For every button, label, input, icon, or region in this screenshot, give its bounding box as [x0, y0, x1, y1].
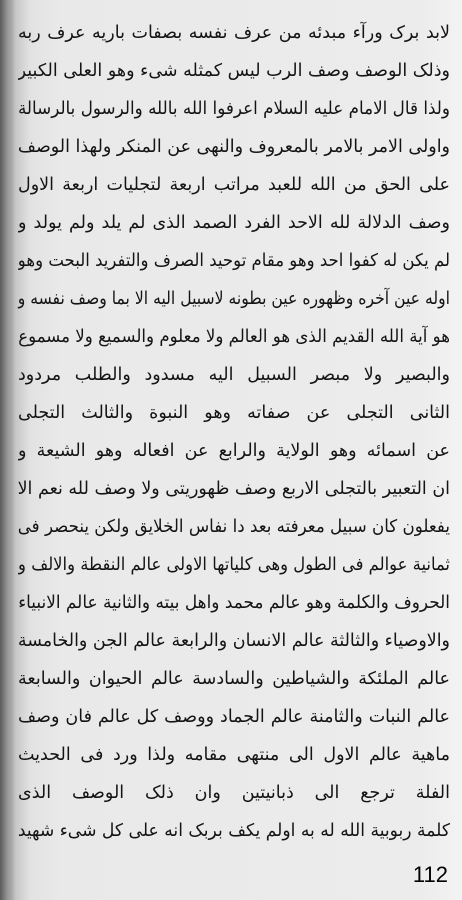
- manuscript-line: الفلة ترجع الی ذبانیتین وان ذلک الوصف الذی: [18, 783, 450, 803]
- manuscript-line: ماهیة عالم الاول الی منتهی مقامه ولذا ورد فی الحدیث: [18, 745, 450, 765]
- manuscript-line: ثمانیة عوالم فی الطول وهی کلیاتها الاولی عالم النقطة والالف و: [18, 555, 450, 575]
- manuscript-line: والبصیر ولا مبصر السبیل الیه مسدود والطلب مردود: [18, 365, 450, 385]
- manuscript-line: الثانی التجلی عن صفاته وهو النبوة والثالث التجلی: [18, 403, 450, 423]
- manuscript-line: وذلک الوصف وصف الرب لیس کمثله شیء وهو العلی الکبیر: [18, 61, 450, 81]
- manuscript-line: عالم النبات والثامنة عالم الجماد ووصف کل عالم فان وصف: [18, 707, 450, 727]
- manuscript-line: علی الحق من الله للعبد مراتب اربعة لتجلیات اربعة الاول: [18, 175, 450, 195]
- manuscript-line: عن اسمائه وهو الولایة والرابع عن افعاله وهو الشیعة و: [18, 441, 450, 461]
- manuscript-text-block: [18, 6, 450, 866]
- manuscript-line: کلمة ربوبیة الله له به اولم یکف بربک انه علی کل شیء شهید: [17, 821, 450, 841]
- manuscript-line: یفعلون کان سبیل معرفته بعد دا نفاس الخلایق ولکن ینحصر فی: [17, 517, 450, 537]
- manuscript-line: لم یکن له کفوا احد وهو مقام توحید الصرف والتفرید البحت وهو: [18, 251, 450, 271]
- manuscript-line: اوله عین آخره وظهوره عین بطونه لاسبیل الیه الا بما وصف نفسه و: [17, 289, 450, 309]
- manuscript-line: هو آیة الله القدیم الذی هو العالم ولا معلوم والسمیع ولا مسموع: [18, 327, 450, 347]
- manuscript-line: ان التعبیر بالتجلی الاربع وصف ظهوریتی ولا وصف لله نعم الا: [17, 479, 450, 499]
- page-number: 112: [412, 862, 448, 887]
- manuscript-line: والاوصیاء والثالثة عالم الانسان والرابعة عالم الجن والخامسة: [17, 631, 450, 651]
- manuscript-line: ولذا قال الامام علیه السلام اعرفوا الله بالله والرسول بالرسالة: [17, 99, 450, 119]
- manuscript-line: لابد برک ورآء مبدئه من عرف نفسه بصفات باریه عرف ربه: [18, 23, 450, 43]
- manuscript-line: وصف الدلالة لله الاحد الفرد الصمد الذی لم یلد ولم یولد و: [18, 213, 450, 233]
- manuscript-line: واولی الامر بالامر بالمعروف والنهی عن المنکر ولهذا الوصف: [17, 137, 450, 157]
- manuscript-line: الحروف والکلمة وهو عالم محمد واهل بیته والثانیة عالم الانبیاء: [18, 593, 450, 613]
- manuscript-line: عالم الملئکة والشیاطین والسادسة عالم الحیوان والسابعة: [18, 669, 450, 689]
